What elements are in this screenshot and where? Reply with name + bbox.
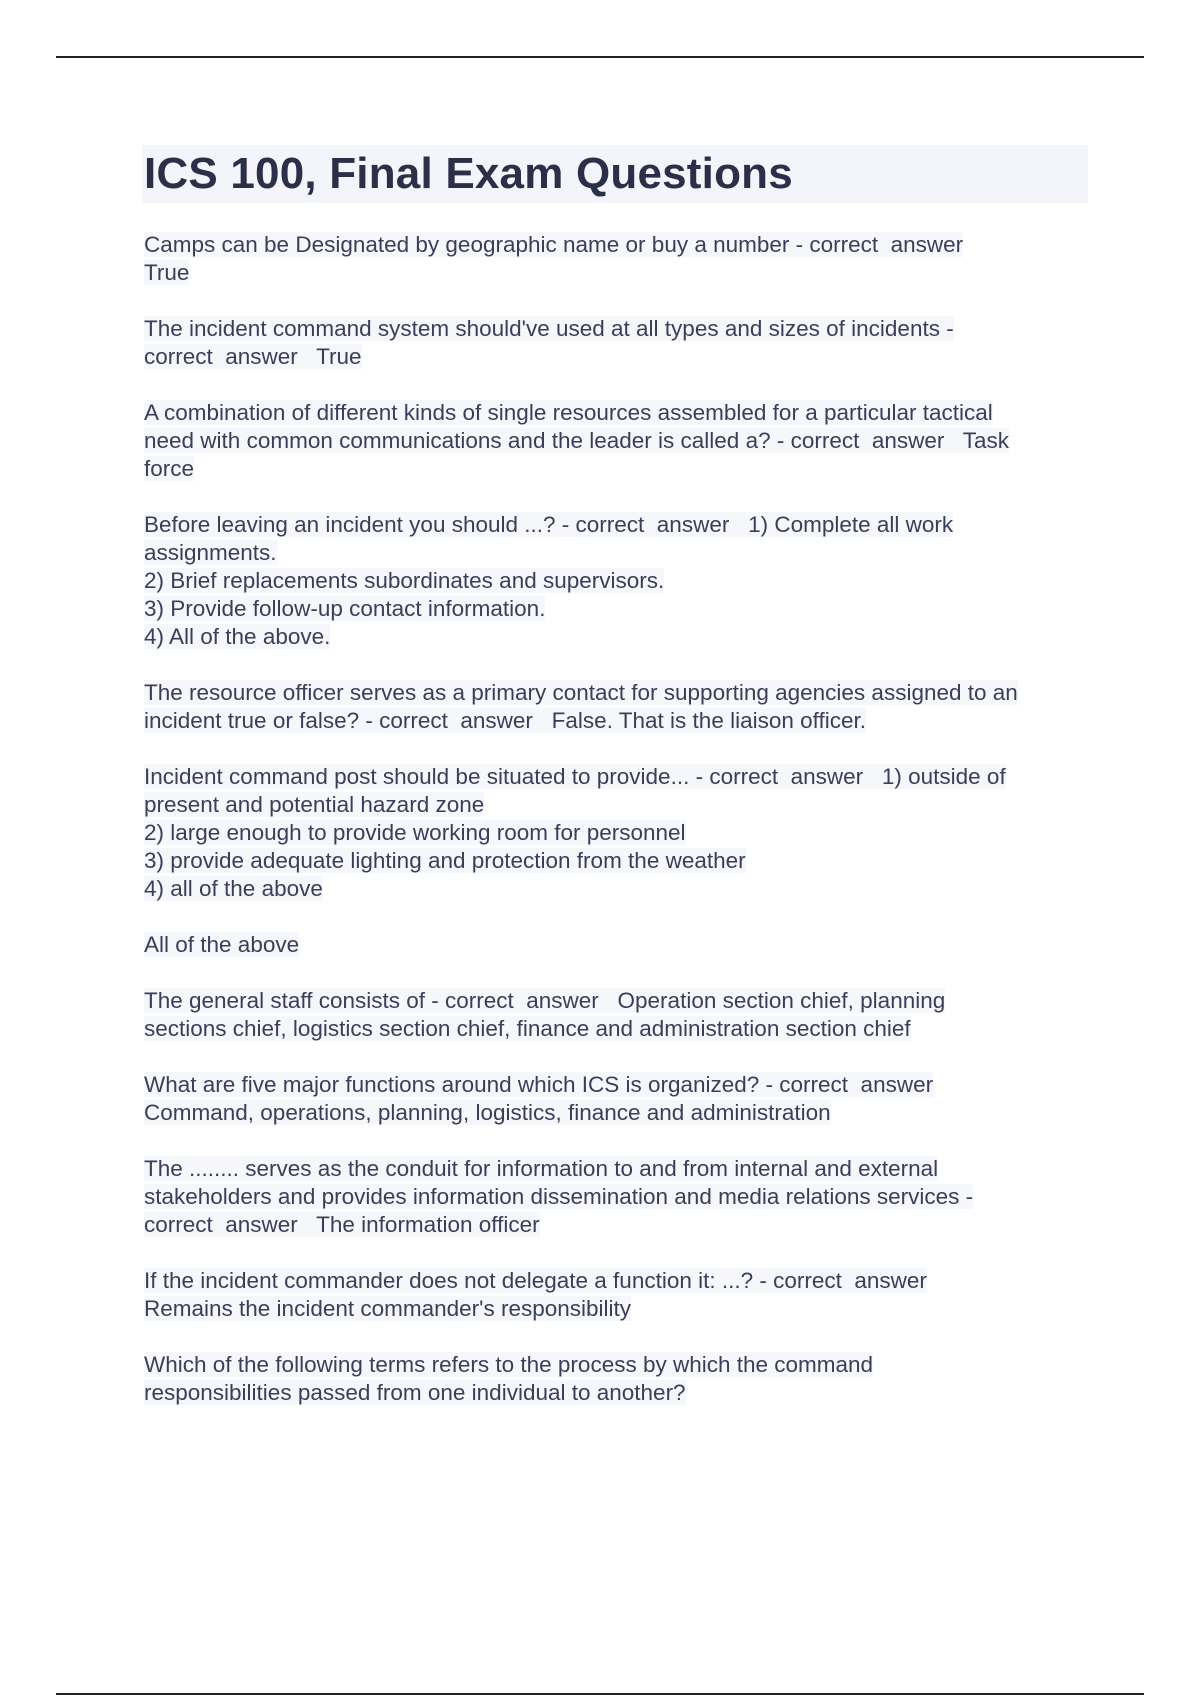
qa-item [144,987,1088,1043]
qa-line-text: incident true or false? - correct answer False. That is the liaison officer. [144,708,866,733]
qa-item [144,399,1088,483]
qa-item [144,1155,1088,1239]
qa-line [144,315,1088,343]
qa-line [144,1183,1088,1211]
qa-item [144,231,1088,287]
qa-line-text: 2) Brief replacements subordinates and supervisors. [144,568,665,593]
qa-line [144,1071,1088,1099]
qa-line [144,231,1088,259]
bottom-rule [56,1693,1144,1695]
qa-line-text: 3) provide adequate lighting and protection from the weather [144,848,746,873]
qa-line [144,1099,1088,1127]
qa-line [144,1211,1088,1239]
qa-line [144,1379,1088,1407]
qa-line [144,1351,1088,1379]
qa-line-text: 3) Provide follow-up contact information. [144,596,546,621]
qa-line-text: correct answer True [144,344,362,369]
qa-line-text: What are five major functions around which ICS is organized? - correct answer [144,1072,934,1097]
document-body [144,145,1088,1435]
qa-line [144,1295,1088,1323]
qa-line-text: Command, operations, planning, logistics, finance and administration [144,1100,831,1125]
qa-item [144,1071,1088,1127]
qa-line [144,623,1088,651]
qa-line [144,343,1088,371]
qa-line [144,455,1088,483]
qa-line [144,679,1088,707]
qa-item [144,511,1088,651]
qa-line-text: assignments. [144,540,277,565]
qa-line [144,875,1088,903]
qa-line-text: True [144,260,190,285]
qa-line-text: All of the above [144,932,300,957]
qa-line-text: Incident command post should be situated to provide... - correct answer 1) outside of [144,764,1006,789]
qa-item [144,315,1088,371]
qa-line [144,427,1088,455]
qa-line-text: A combination of different kinds of single resources assembled for a particular tactical [144,400,993,425]
qa-line-text: force [144,456,195,481]
qa-line [144,1015,1088,1043]
qa-line [144,791,1088,819]
qa-item [144,763,1088,903]
qa-item [144,679,1088,735]
qa-line [144,819,1088,847]
qa-line [144,763,1088,791]
qa-line [144,259,1088,287]
qa-line-text: Camps can be Designated by geographic name or buy a number - correct answer [144,232,964,257]
qa-line [144,847,1088,875]
qa-line [144,987,1088,1015]
qa-line-text: Before leaving an incident you should ...? - correct answer 1) Complete all work [144,512,954,537]
qa-line-text: 4) all of the above [144,876,323,901]
qa-line [144,399,1088,427]
qa-list [144,231,1088,1407]
qa-item [144,1267,1088,1323]
qa-line-text: The resource officer serves as a primary contact for supporting agencies assigned to an [144,680,1018,705]
qa-line [144,931,1088,959]
qa-line-text: correct answer The information officer [144,1212,540,1237]
qa-line [144,539,1088,567]
qa-line [144,595,1088,623]
qa-line-text: The incident command system should've used at all types and sizes of incidents - [144,316,954,341]
qa-line-text: need with common communications and the leader is called a? - correct answer Task [144,428,1009,453]
qa-line [144,511,1088,539]
qa-line-text: The general staff consists of - correct answer Operation section chief, planning [144,988,946,1013]
qa-line-text: responsibilities passed from one individual to another? [144,1380,686,1405]
qa-line-text: The ........ serves as the conduit for information to and from internal and external [144,1156,939,1181]
qa-line [144,707,1088,735]
qa-line-text: If the incident commander does not delegate a function it: ...? - correct answer [144,1268,927,1293]
qa-line [144,1155,1088,1183]
qa-line [144,1267,1088,1295]
qa-line-text: 2) large enough to provide working room for personnel [144,820,686,845]
top-rule [56,56,1144,58]
qa-line-text: stakeholders and provides information dissemination and media relations services - [144,1184,974,1209]
qa-line-text: Remains the incident commander's responsibility [144,1296,632,1321]
qa-line-text: 4) All of the above. [144,624,331,649]
qa-line-text: Which of the following terms refers to the process by which the command [144,1352,874,1377]
qa-line [144,567,1088,595]
page-title: ICS 100, Final Exam Questions [144,149,793,198]
title-band [142,145,1088,203]
qa-item [144,1351,1088,1407]
qa-line-text: present and potential hazard zone [144,792,485,817]
qa-item [144,931,1088,959]
qa-line-text: sections chief, logistics section chief, finance and administration section chief [144,1016,911,1041]
